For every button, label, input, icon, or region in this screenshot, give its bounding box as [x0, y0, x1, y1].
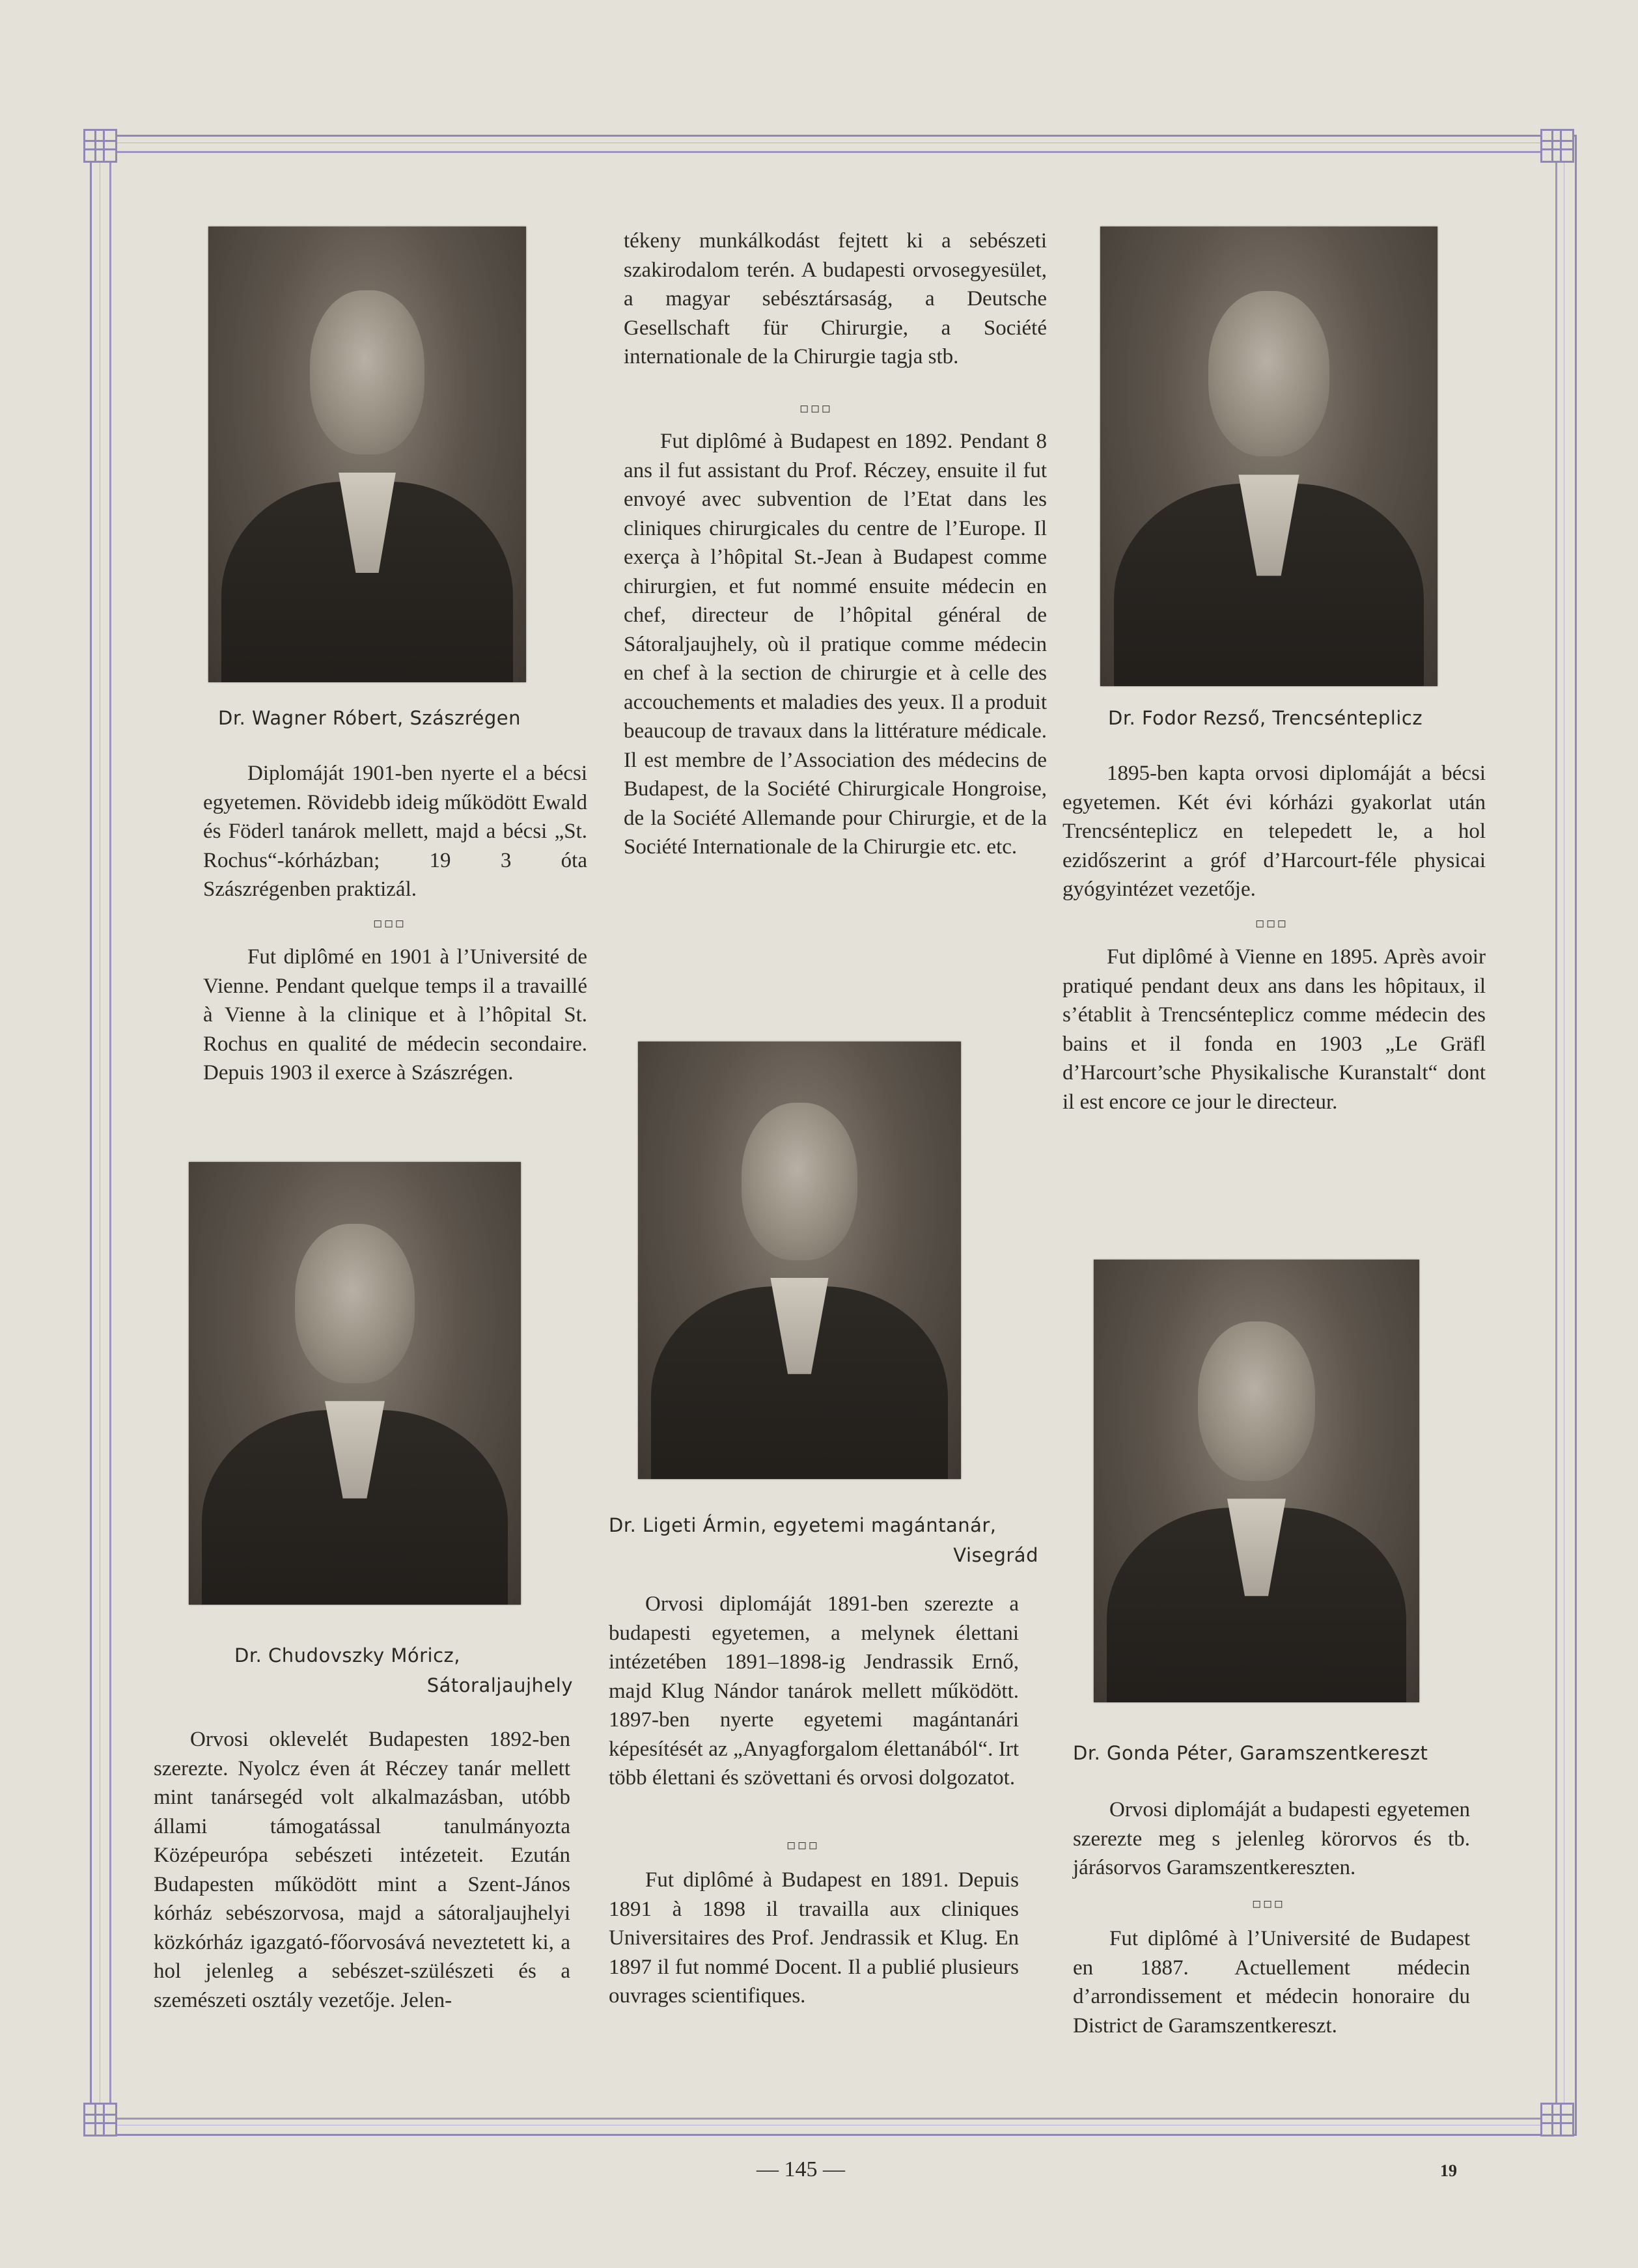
separator: □□□ [787, 1838, 821, 1852]
sheet-number: 19 [1440, 2161, 1457, 2180]
portrait-chudovszky-moricz [189, 1162, 521, 1605]
portrait-gonda-peter [1094, 1260, 1419, 1702]
paragraph-hu: Orvosi diplomáját 1891-ben szerezte a budapesti egyetemen, a melynek élettani intézetében 1891–1898-ig Jendrassik Ernő, majd Klug Nándor tanárok mellett működött. 1897-ben nyerte egyetemi magántanári képesítését az „Anyagforgalom élettanából“. Irt több élettani és szövettani és orvosi dolgozatot. [609, 1592, 1019, 1790]
portrait-face [295, 1224, 415, 1383]
caption-ligeti-line1: Dr. Ligeti Ármin, egyetemi magántanár, [609, 1514, 997, 1536]
paragraph-fr: Fut diplômé à Vienne en 1895. Après avoir pratiqué pendant deux ans dans les hôpitaux, il s’établit à Trencsénteplicz comme médecin des bains et il fonda en 1903 „Le Gräfl d’Harcourt’sche Physikalische Kuranstalt“ dont il est encore ce jour le directeur. [1062, 945, 1486, 1114]
separator: □□□ [374, 917, 408, 930]
text-wagner-fr [203, 943, 587, 1088]
paragraph-hu: Diplomáját 1901-ben nyerte el a bécsi egyetemen. Rövidebb ideig működött Ewald és Föderl tanárok mellett, majd a bécsi „St. Rochus“-kórházban; 19 3 óta Szászrégenben praktizál. [203, 762, 587, 901]
text-fodor-hu [1062, 759, 1486, 904]
portrait-face [1208, 291, 1329, 456]
portrait-ligeti-armin [638, 1042, 961, 1479]
paragraph-hu: 1895-ben kapta orvosi diplomáját a bécsi egyetemen. Két évi kórházi gyakorlat után Trencsénteplicz en telepedett le, a hol ezidőszerint a gróf d’Harcourt-féle physicai gyógyintézet vezetője. [1062, 762, 1486, 901]
text-chudovszky-hu-part2 [624, 227, 1047, 372]
caption-chudovszky-line1: Dr. Chudovszky Móricz, [234, 1644, 460, 1666]
paragraph-hu-continued: tékeny munkálkodást fejtett ki a sebészeti szakirodalom terén. A budapesti orvosegyesület, a magyar sebésztársaság, a Deutsche Gesellschaft für Chirurgie, a Société internationale de la Chirurgie tagja stb. [624, 229, 1047, 368]
separator: □□□ [1253, 1897, 1286, 1911]
text-ligeti-fr [609, 1866, 1019, 2011]
separator: □□□ [1256, 917, 1290, 930]
caption-wagner: Dr. Wagner Róbert, Szászrégen [218, 707, 521, 729]
portrait-wagner-robert [208, 227, 526, 682]
text-chudovszky-fr [624, 427, 1047, 862]
text-gonda-hu [1073, 1795, 1470, 1883]
caption-fodor: Dr. Fodor Rezső, Trencsénteplicz [1108, 707, 1423, 729]
paragraph-hu: Orvosi oklevelét Budapesten 1892-ben szerezte. Nyolcz éven át Réczey tanár mellett mint tanársegéd volt alkalmazásban, utóbb állami támogatással tanulmányozta Középeurópa sebészeti intézeteit. Ezután Budapesten működött mint a Szent-János kórház sebészorvosa, majd a sátoraljaujhelyi közkórház igazgató-főorvosává neveztetett ki, a hol jelenleg a sebészet-szülészeti és a szemészeti osztály vezetője. Jelen- [154, 1728, 570, 2012]
frame-corner-ornament [83, 2103, 117, 2137]
portrait-face [1198, 1321, 1315, 1481]
separator: □□□ [800, 402, 834, 415]
text-gonda-fr [1073, 1924, 1470, 2040]
portrait-fodor-rezso [1100, 227, 1437, 686]
text-chudovszky-hu-part1 [154, 1725, 570, 2015]
portrait-face [310, 290, 424, 454]
caption-ligeti-line2: Visegrád [953, 1544, 1038, 1566]
caption-chudovszky-line2: Sátoraljaujhely [426, 1674, 573, 1696]
text-fodor-fr [1062, 943, 1486, 1116]
caption-gonda: Dr. Gonda Péter, Garamszentkereszt [1073, 1742, 1428, 1764]
frame-corner-ornament [1540, 2103, 1574, 2137]
text-ligeti-hu [609, 1590, 1019, 1793]
paragraph-fr: Fut diplômé à Budapest en 1891. Depuis 1891 à 1898 il travailla aux cliniques Universitaires des Prof. Jendrassik et Klug. En 1897 il fut nommé Docent. Il a publié plusieurs ouvrages scientifiques. [609, 1868, 1019, 2008]
page-number: — 145 — [757, 2157, 845, 2181]
frame-corner-ornament [1540, 129, 1574, 163]
paragraph-fr: Fut diplômé à Budapest en 1892. Pendant 8 ans il fut assistant du Prof. Réczey, ensuite il fut envoyé avec subvention de l’Etat dans les cliniques chirurgicales du centre de l’Europe. Il exerça à l’hôpital St.-Jean à Budapest comme chirurgien, et fut nommé ensuite médecin en chef, directeur de l’hôpital général de Sátoraljaujhely, où il pratique comme médecin en chef à la section de chirurgie et à celle des accouchements et maladies des yeux. Il a produit beaucoup de travaux dans la littérature médicale. Il est membre de l’Association des médecins de Budapest, de la Société Chirurgicale Hongroise, de la Société Allemande pour Chirurgie, et de la Société Internationale de la Chirurgie etc. etc. [624, 430, 1047, 859]
frame-corner-ornament [83, 129, 117, 163]
paragraph-fr: Fut diplômé en 1901 à l’Université de Vienne. Pendant quelque temps il a travaillé à Vienne à la clinique et à l’hôpital St. Rochus en qualité de médecin secondaire. Depuis 1903 il exerce à Szászrégen. [203, 945, 587, 1085]
text-wagner-hu [203, 759, 587, 904]
paragraph-fr: Fut diplômé à l’Université de Budapest en 1887. Actuellement médecin d’arrondissement et médecin honoraire du District de Garamszentkereszt. [1073, 1927, 1470, 2038]
paragraph-hu: Orvosi diplomáját a budapesti egyetemen szerezte meg s jelenleg körorvos és tb. járásorvos Garamszentkereszten. [1073, 1798, 1470, 1879]
portrait-face [742, 1103, 858, 1260]
